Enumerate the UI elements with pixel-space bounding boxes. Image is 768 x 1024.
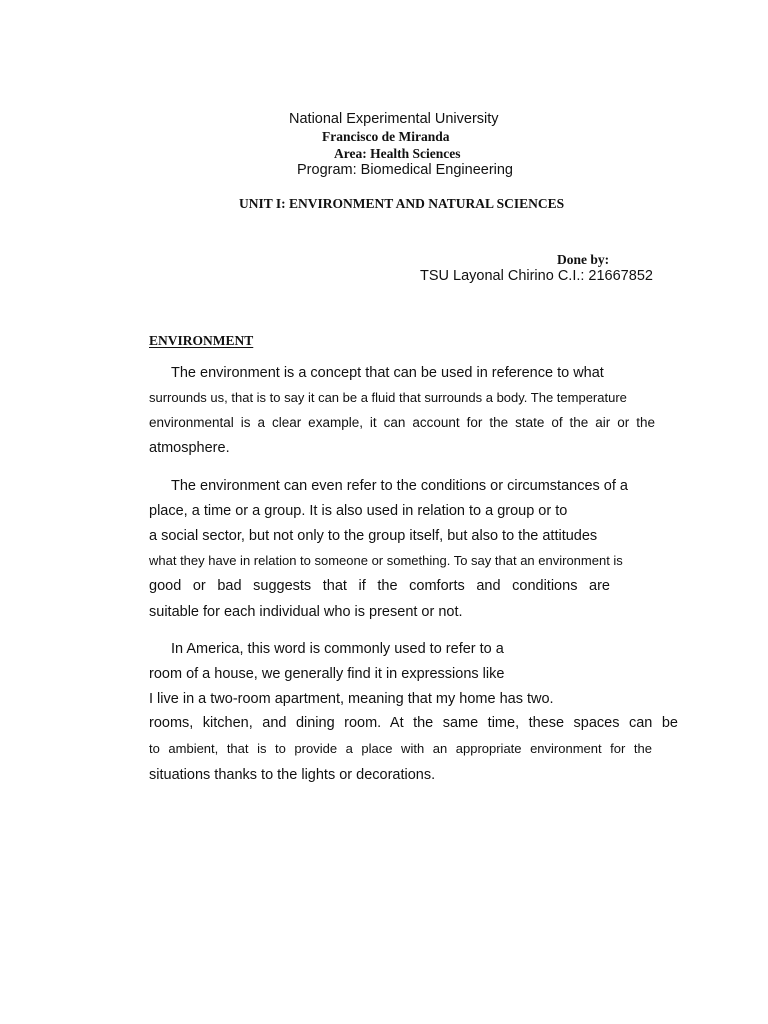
area-line: Area: Health Sciences	[334, 146, 461, 161]
university-name: Francisco de Miranda	[322, 129, 450, 144]
paragraph-2-line-2: place, a time or a group. It is also used in relation to a group or to	[149, 503, 568, 519]
university-line: National Experimental University	[289, 111, 499, 127]
paragraph-3-line-2: room of a house, we generally find it in expressions like	[149, 666, 505, 682]
paragraph-1-line-2: surrounds us, that is to say it can be a fluid that surrounds a body. The temperature	[149, 390, 627, 405]
section-heading-text: ENVIRONMENT	[149, 333, 254, 348]
paragraph-2-line-1: The environment can even refer to the conditions or circumstances of a	[171, 478, 628, 494]
paragraph-3-line-6: situations thanks to the lights or decorations.	[149, 767, 436, 783]
section-heading	[149, 334, 253, 348]
paragraph-3-line-5-text: to ambient, that is to provide a place with an appropriate environment for the	[149, 741, 652, 756]
paragraph-1-line-3	[149, 416, 655, 430]
unit-title: UNIT I: ENVIRONMENT AND NATURAL SCIENCES	[239, 196, 565, 211]
paragraph-3-line-4	[149, 716, 678, 731]
paragraph-2-line-3: a social sector, but not only to the group itself, but also to the attitudes	[149, 528, 598, 544]
paragraph-2-line-6: suitable for each individual who is present or not.	[149, 604, 463, 620]
paragraph-3-line-1: In America, this word is commonly used to refer to a	[171, 641, 504, 657]
paragraph-3-line-5	[149, 742, 652, 755]
paragraph-1-line-1: The environment is a concept that can be used in reference to what	[171, 365, 604, 381]
paragraph-2-line-4: what they have in relation to someone or something. To say that an environment is	[149, 553, 623, 568]
paragraph-1-line-4: atmosphere.	[149, 440, 230, 456]
program-line: Program: Biomedical Engineering	[297, 162, 513, 178]
done-by-label: Done by:	[557, 252, 610, 267]
paragraph-3-line-3: I live in a two-room apartment, meaning that my home has two.	[149, 691, 554, 707]
paragraph-2-line-5-text: good or bad suggests that if the comforts and conditions are	[149, 578, 610, 594]
paragraph-3-line-4-text: rooms, kitchen, and dining room. At the same time, these spaces can be	[149, 715, 678, 731]
paragraph-2-line-5	[149, 579, 610, 594]
paragraph-1-line-3-text: environmental is a clear example, it can account for the state of the air or the	[149, 415, 655, 430]
author-name: TSU Layonal Chirino C.I.: 21667852	[420, 268, 653, 284]
